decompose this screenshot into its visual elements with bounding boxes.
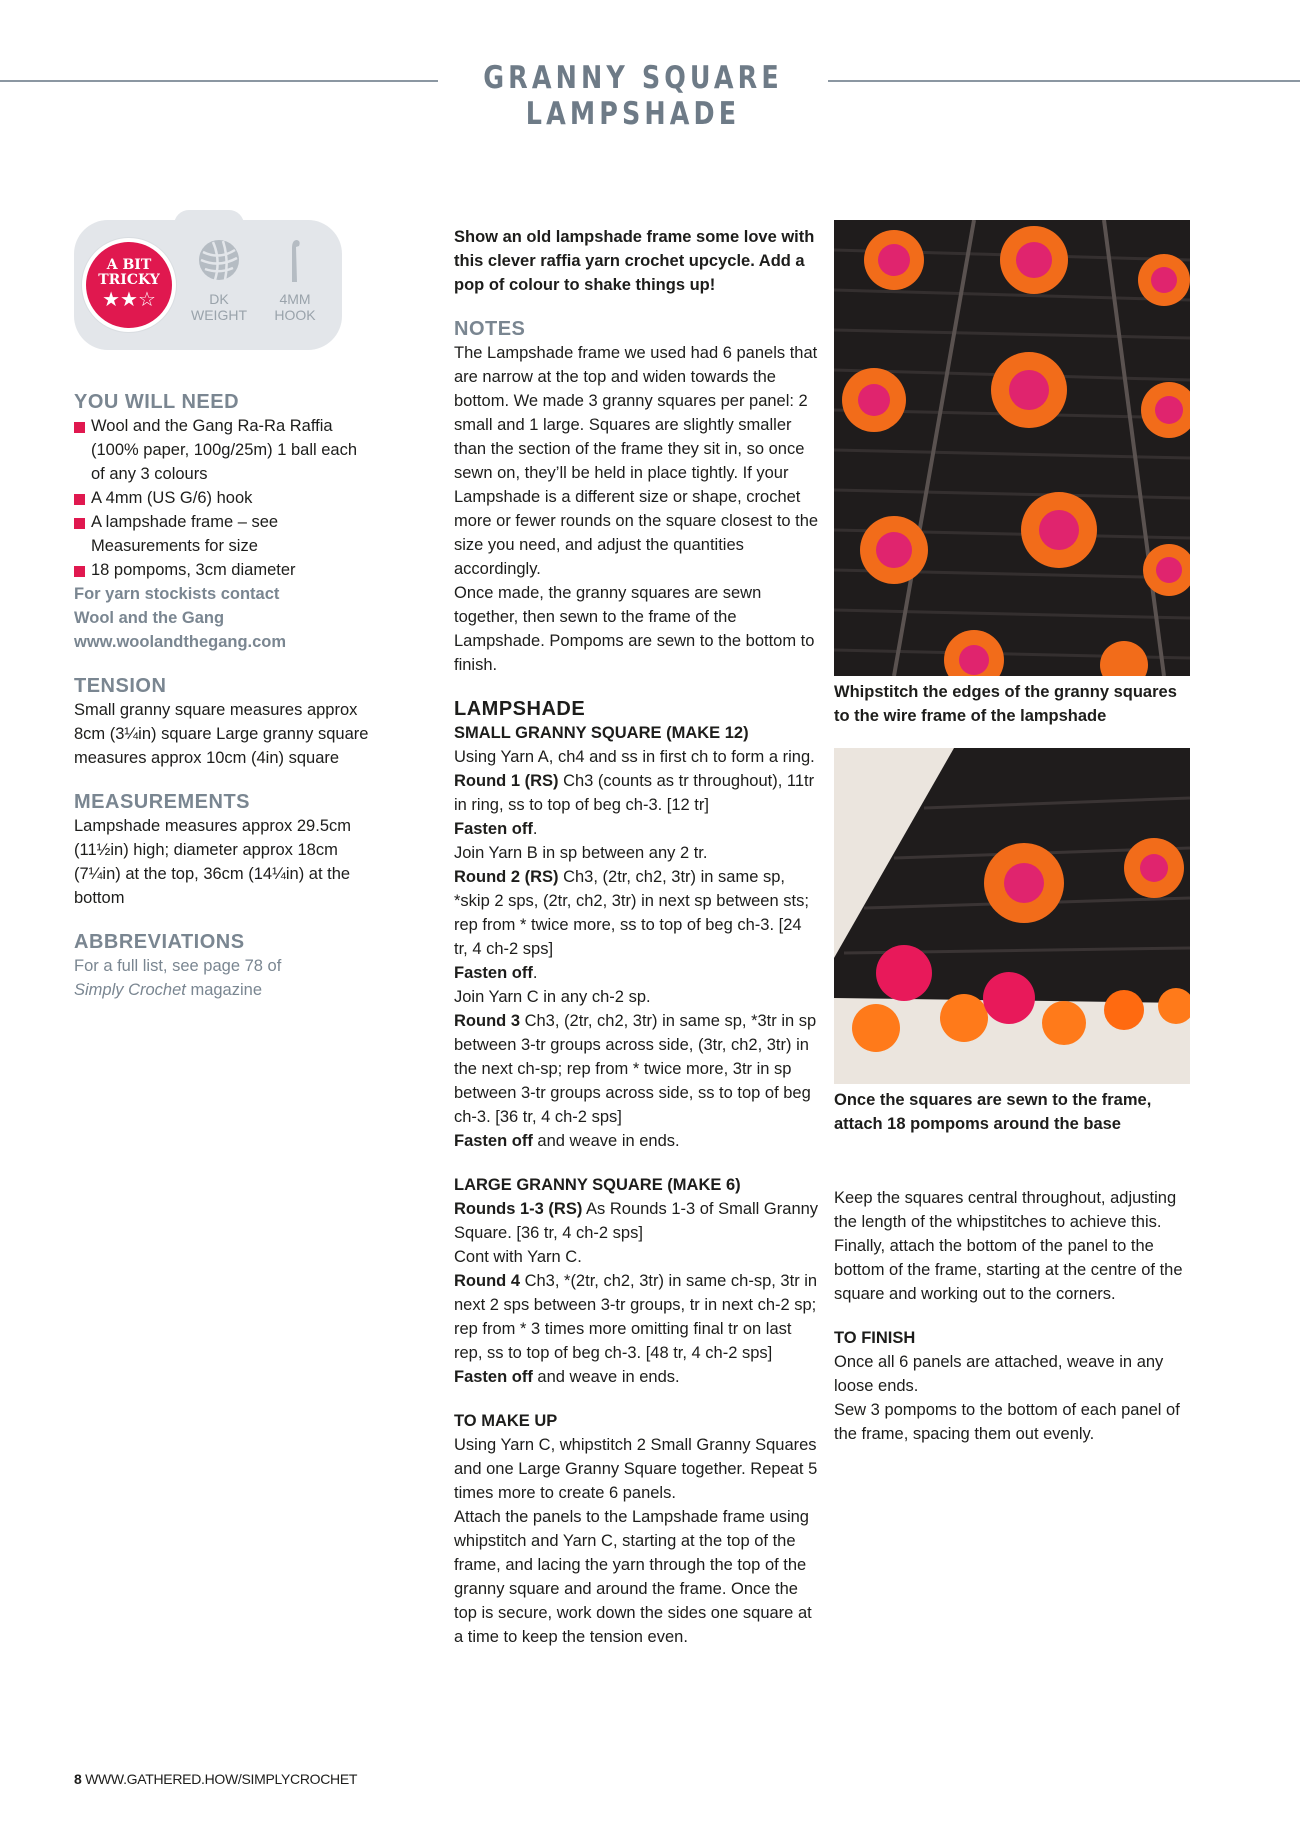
round-3-label: Round 3 [454, 1012, 520, 1030]
list-item: 18 pompoms, 3cm diameter [74, 558, 374, 582]
list-item: A lampshade frame – see Measurements for size [74, 510, 374, 558]
header-rule-right [828, 80, 1300, 82]
finish-heading: TO FINISH [834, 1329, 916, 1347]
stockists-url[interactable]: www.woolandthegang.com [74, 633, 287, 651]
weave-in-text: and weave in ends. [532, 1368, 680, 1386]
fasten-off-dot: . [532, 964, 538, 982]
join-yarn-b: Join Yarn B in sp between any 2 tr. [454, 844, 708, 862]
photo-caption-1: Whipstitch the edges of the granny squares to the wire frame of the lampshade [834, 683, 1177, 725]
fasten-off-4 [454, 1365, 819, 1389]
intro-text: Show an old lampshade frame some love with this clever raffia yarn crochet upcycle. Add a pop of colour to shake things up! [454, 228, 815, 294]
lampshade-heading: LAMPSHADE [454, 698, 586, 720]
difficulty-stars: ★★☆ [102, 289, 156, 311]
hook-line-1: 4MM [279, 291, 311, 307]
fasten-off-label: Fasten off [454, 820, 533, 838]
round-2-label: Round 2 (RS) [454, 868, 559, 886]
you-will-need-heading: YOU WILL NEED [74, 391, 240, 413]
fasten-off-1 [454, 817, 819, 841]
magazine-name: Simply Crochet [74, 981, 186, 999]
page-footer [74, 1771, 357, 1787]
round-1-text: Ch3 (counts as tr throughout), 11tr in ring, ss to top of beg ch-3. [12 tr] [454, 772, 815, 814]
abbreviations-text [74, 954, 374, 1002]
lampshade-closeup-photo [834, 220, 1190, 676]
hook-line-2: HOOK [274, 307, 316, 323]
finish-paragraph-1: Once all 6 panels are attached, weave in any loose ends. [834, 1353, 1164, 1395]
difficulty-badge [86, 242, 172, 328]
yarn-ball-icon [197, 238, 241, 282]
weave-in-text: and weave in ends. [532, 1132, 680, 1150]
small-square-intro: Using Yarn A, ch4 and ss in first ch to form a ring. [454, 748, 815, 766]
fasten-off-3 [454, 1129, 819, 1153]
crochet-hook-icon [273, 238, 317, 282]
rounds-1-3-text: As Rounds 1-3 of Small Granny Square. [36 tr, 4 ch-2 sps] [454, 1200, 819, 1242]
round-1-label: Round 1 (RS) [454, 772, 559, 790]
measurements-text: Lampshade measures approx 29.5cm (11½in) high; diameter approx 18cm (7¼in) at the top, 36cm (14¼in) at the bottom [74, 817, 351, 907]
page-number: 8 [74, 1771, 82, 1787]
stockists-line-1: For yarn stockists contact [74, 585, 280, 603]
notes-paragraph-2: Once made, the granny squares are sewn together, then sewn to the frame of the Lampshade. Pompoms are sewn to the bottom to finish. [454, 584, 815, 674]
abbreviations-heading: ABBREVIATIONS [74, 931, 245, 953]
badge-line-1: A BIT [106, 257, 152, 273]
skill-panel [74, 220, 342, 350]
round-3-text: Ch3, (2tr, ch2, 3tr) in same sp, *3tr in sp between 3-tr groups across side, (3tr, ch2, 3tr) in the next ch-sp; rep from * twice more, 3tr in sp between 3-tr groups across side, ss to top of beg ch-3. [36 tr, 4 ch-2 sps] [454, 1012, 817, 1126]
make-up-paragraph-1: Using Yarn C, whipstitch 2 Small Granny Squares and one Large Granny Square together. Repeat 5 times more to create 6 panels. [454, 1436, 818, 1502]
materials-list [74, 414, 374, 582]
list-item: Wool and the Gang Ra-Ra Raffia (100% paper, 100g/25m) 1 ball each of any 3 colours [74, 414, 374, 486]
fasten-off-label: Fasten off [454, 964, 533, 982]
stockists-line-2: Wool and the Gang [74, 609, 225, 627]
round-2 [454, 865, 819, 961]
cont-yarn-c: Cont with Yarn C. [454, 1248, 582, 1266]
round-1 [454, 769, 819, 817]
fasten-off-label: Fasten off [454, 1132, 533, 1150]
weight-line-1: DK [209, 291, 229, 307]
large-square-heading: LARGE GRANNY SQUARE (MAKE 6) [454, 1176, 741, 1194]
fasten-off-dot: . [532, 820, 538, 838]
badge-line-2: TRICKY [98, 272, 160, 288]
finish-paragraph-2: Sew 3 pompoms to the bottom of each panel of the frame, spacing them out evenly. [834, 1401, 1180, 1443]
make-up-heading: TO MAKE UP [454, 1412, 558, 1430]
middle-column [454, 225, 819, 1649]
notes-heading: NOTES [454, 318, 526, 340]
continue-paragraph: Keep the squares central throughout, adjusting the length of the whipstitches to achieve this. Finally, attach the bottom of the panel to the bottom of the frame, starting at the centre of the square and working out to the corners. [834, 1189, 1183, 1303]
header-rule-left [0, 80, 438, 82]
list-item: A 4mm (US G/6) hook [74, 486, 374, 510]
round-2-text: Ch3, (2tr, ch2, 3tr) in same sp, *skip 2 sps, (2tr, ch2, 3tr) in next sp between sts; rep from * twice more, ss to top of beg ch-3. [24 tr, 4 ch-2 sps] [454, 868, 809, 958]
abbreviations-lead: For a full list, see page 78 of [74, 957, 282, 975]
round-4-text: Ch3, *(2tr, ch2, 3tr) in same ch-sp, 3tr in next 2 sps between 3-tr groups, tr in next ch-2 sp; rep from * 3 times more omitting final tr on last rep, ss to top of beg ch-3. [48 tr, 4 ch-2 sps] [454, 1272, 818, 1362]
page-title: GRANNY SQUARE LAMPSHADE [483, 60, 783, 132]
measurements-heading: MEASUREMENTS [74, 791, 251, 813]
weight-line-2: WEIGHT [191, 307, 247, 323]
right-column-text [834, 1186, 1194, 1446]
round-4-label: Round 4 [454, 1272, 520, 1290]
footer-url[interactable]: WWW.GATHERED.HOW/SIMPLYCROCHET [85, 1771, 358, 1787]
make-up-paragraph-2: Attach the panels to the Lampshade frame using whipstitch and Yarn C, starting at the top of the frame, and lacing the yarn through the top of the granny square and around the frame. Once the top is secure, work down the sides one square at a time to keep the tension even. [454, 1508, 812, 1646]
tension-heading: TENSION [74, 675, 167, 697]
join-yarn-c: Join Yarn C in any ch-2 sp. [454, 988, 651, 1006]
tension-text: Small granny square measures approx 8cm (3¼in) square Large granny square measures approx 10cm (4in) square [74, 701, 369, 767]
lampshade-pompom-photo [834, 748, 1190, 1084]
abbreviations-suffix: magazine [185, 981, 263, 999]
fasten-off-2 [454, 961, 819, 985]
rounds-1-3-label: Rounds 1-3 (RS) [454, 1200, 583, 1218]
small-square-heading: SMALL GRANNY SQUARE (MAKE 12) [454, 724, 749, 742]
round-3 [454, 1009, 819, 1129]
fasten-off-label: Fasten off [454, 1368, 533, 1386]
rounds-1-3 [454, 1197, 819, 1245]
yarn-weight [184, 238, 254, 323]
left-column [74, 390, 374, 1002]
hook-size [260, 238, 330, 323]
round-4 [454, 1269, 819, 1365]
notes-paragraph-1: The Lampshade frame we used had 6 panels that are narrow at the top and widen towards the bottom. We made 3 granny squares per panel: 2 small and 1 large. Squares are slightly smaller than the section of the frame they sit in, so once sewn on, they’ll be held in place tightly. If your Lampshade is a different size or shape, crochet more or fewer rounds on the square closest to the size you need, and adjust the quantities accordingly. [454, 344, 819, 578]
photo-caption-2: Once the squares are sewn to the frame, attach 18 pompoms around the base [834, 1091, 1152, 1133]
